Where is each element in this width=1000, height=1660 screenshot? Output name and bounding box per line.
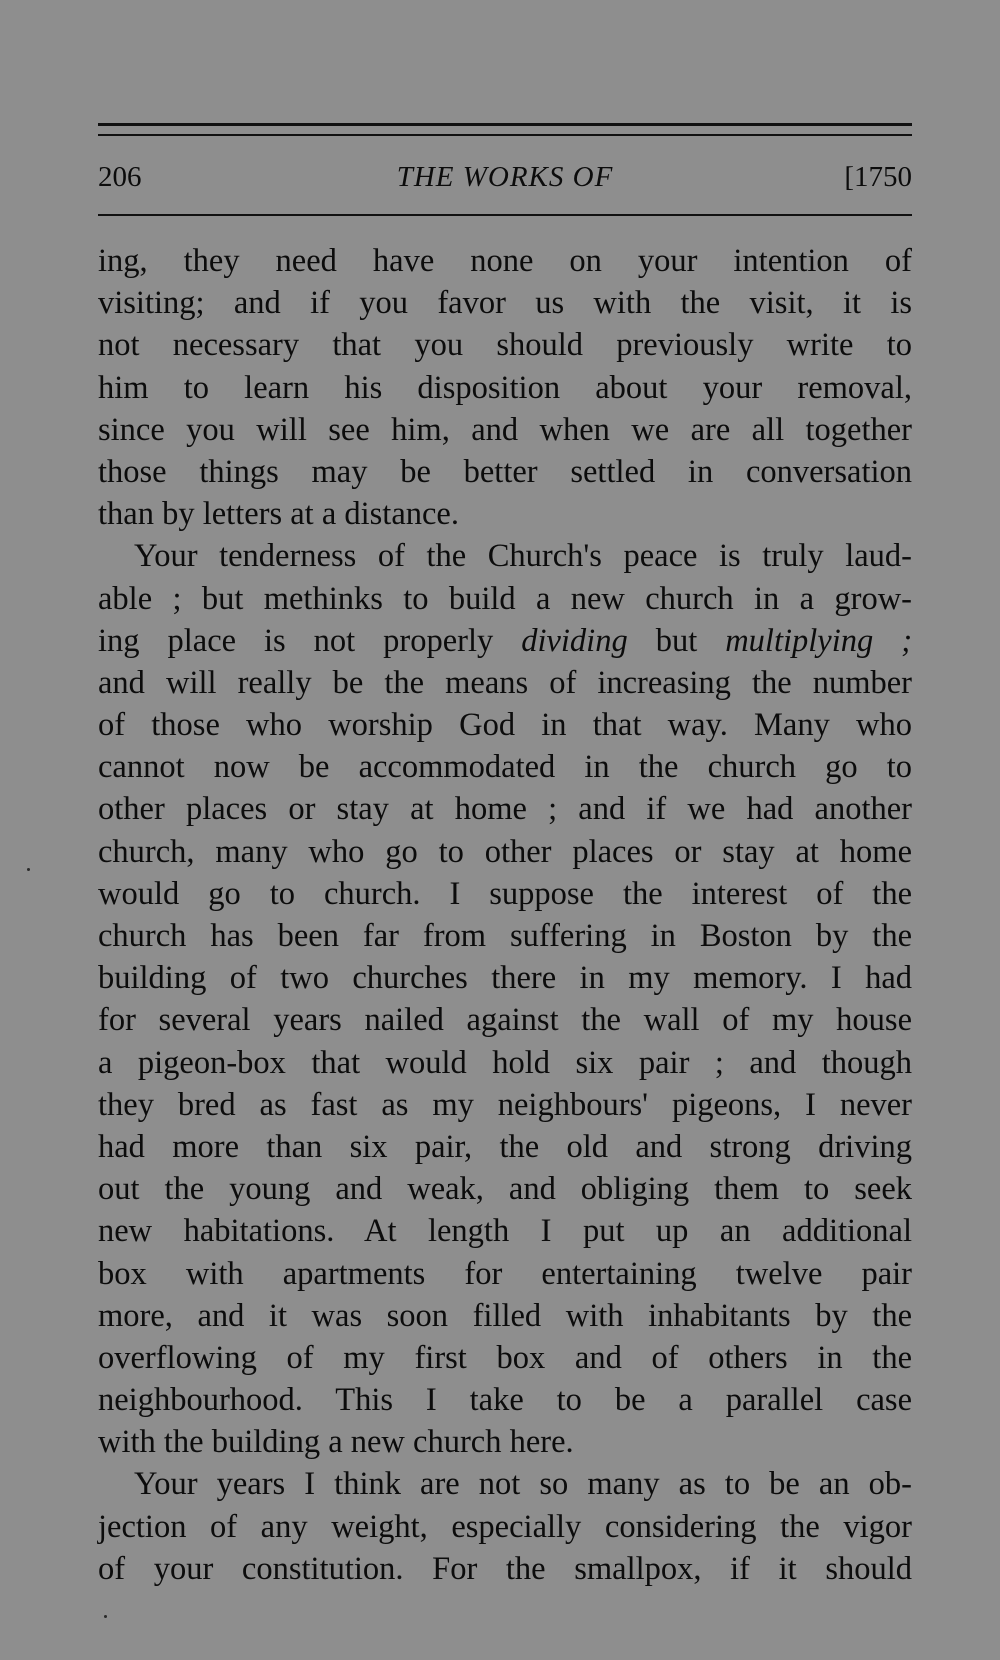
text-line: out the young and weak, and obliging them to seek [98,1171,912,1208]
text-line: cannot now be accommodated in the church go to [98,749,912,786]
running-title: THE WORKS OF [396,161,614,193]
text-line: new habitations. At length I put up an additional [98,1213,912,1250]
text-line: those things may be better settled in conversation [98,453,912,490]
text-line: since you will see him, and when we are all together [98,411,912,448]
text-line: jection of any weight, especially considering the vigor [98,1508,912,1545]
text-line: ing, they need have none on your intention of [98,243,912,279]
text-line: not necessary that you should previously write to [98,327,912,364]
scan-speck [27,868,30,871]
text-line: him to learn his disposition about your removal, [98,369,912,406]
header-second-rule [98,134,912,136]
scan-speck [104,1615,107,1618]
text-line [98,620,912,662]
text-line: of those who worship God in that way. Many who [98,707,912,744]
text-line: than by letters at a distance. [98,496,459,533]
body-text [98,240,912,1590]
text-line: neighbourhood. This I take to be a parallel case [98,1382,912,1419]
text-line: Your years I think are not so many as to be an ob- [134,1466,912,1503]
text-line: a pigeon-box that would hold six pair ; and though [98,1044,912,1081]
book-page [98,0,912,1660]
text-segment: ing place is not properly [98,622,494,659]
text-line: and will really be the means of increasing the number [98,664,912,701]
text-line: of your constitution. For the smallpox, if it should [98,1550,912,1587]
text-line: more, and it was soon filled with inhabitants by the [98,1297,912,1334]
header-top-rule [98,123,912,126]
text-line: had more than six pair, the old and strong driving [98,1128,912,1165]
text-line: visiting; and if you favor us with the visit, it is [98,285,912,322]
page-number: 206 [98,161,142,193]
text-line: box with apartments for entertaining twelve pair [98,1255,912,1292]
text-line: overflowing of my first box and of others in the [98,1339,912,1376]
text-line: building of two churches there in my memory. I had [98,960,912,997]
text-line: church, many who go to other places or stay at home [98,833,912,870]
text-line: for several years nailed against the wall of my house [98,1002,912,1039]
text-line: would go to church. I suppose the interest of the [98,875,912,912]
page-header [98,157,912,197]
text-segment: but [655,622,698,659]
running-year: [1750 [844,161,912,193]
text-line: church has been far from suffering in Boston by the [98,918,912,954]
header-bottom-rule [98,214,912,216]
italic-word-multiplying: multiplying ; [725,622,913,659]
text-line: with the building a new church here. [98,1424,574,1461]
text-line: able ; but methinks to build a new church in a grow- [98,580,912,617]
text-line: they bred as fast as my neighbours' pigeons, I never [98,1086,912,1123]
italic-word-dividing: dividing [521,622,628,659]
text-line: Your tenderness of the Church's peace is truly laud- [134,538,912,575]
text-line: other places or stay at home ; and if we had another [98,791,912,828]
